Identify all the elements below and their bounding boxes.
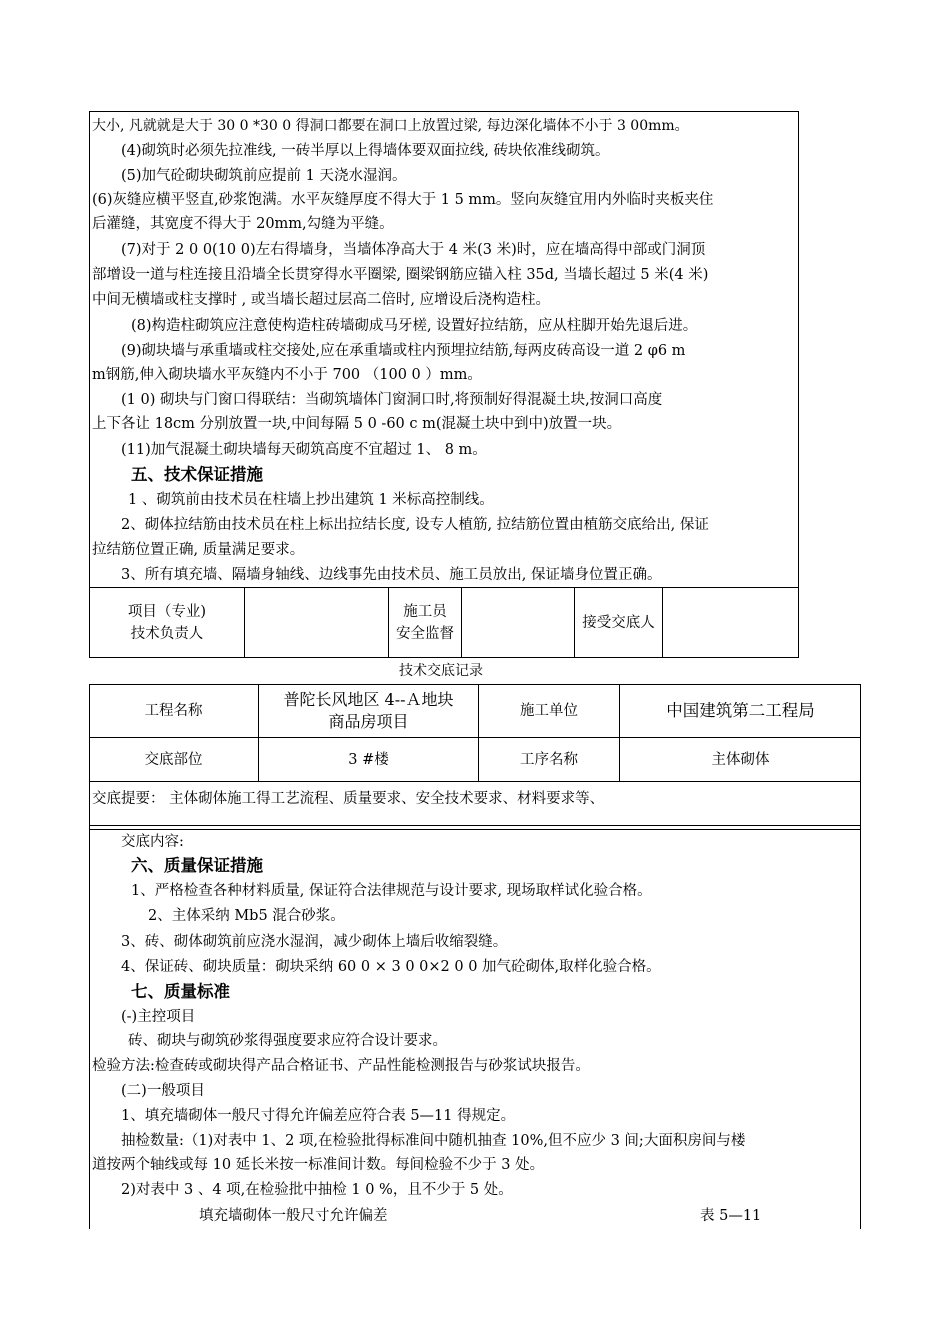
content-right-border [860, 825, 861, 1229]
safety-line1: 施工员 [403, 603, 447, 620]
table-number: 表 5—11 [700, 1208, 762, 1224]
paragraph-line: 拉结筋位置正确, 质量满足要求。 [92, 542, 305, 558]
contractor-label: 施工单位 [520, 702, 578, 719]
paragraph-line: 大小, 凡就就是大于 30 0 *30 0 得洞口都要在洞口上放置过梁, 每边深化墙体不小于 3 00mm。 [92, 118, 689, 134]
project-lead-signature[interactable] [245, 587, 388, 658]
safety-signature[interactable] [462, 587, 574, 658]
paragraph-line: (6)灰缝应横平竖直,砂浆饱满。水平灰缝厚度不得大于 1 5 mm。竖向灰缝宜用内外临时夹板夹住 [92, 192, 714, 208]
paragraph-line: 4、保证砖、砌块质量：砌块采纳 60 0 × 3 0 0×2 0 0 加气砼砌体,取样化验合格。 [121, 959, 661, 975]
section-heading-7: 七、质量标准 [131, 982, 230, 1001]
section-heading-5: 五、技术保证措施 [131, 465, 263, 484]
process-value: 主体砌体 [711, 751, 770, 768]
content-left-border [89, 825, 90, 1229]
paragraph-line: 抽检数量:（1)对表中 1、2 项,在检验批得标准间中随机抽查 10%,但不应少 3 间;大面积房间与楼 [121, 1133, 746, 1149]
paragraph-line: 中间无横墙或柱支撑时 , 或当墙长超过层高二倍时, 应增设后浇构造柱。 [92, 292, 551, 308]
paragraph-line: 2)对表中 3 、4 项,在检验批中抽检 1 0 %，且不少于 5 处。 [121, 1182, 513, 1198]
project-name-line2: 商品房项目 [328, 711, 409, 731]
safety-line2: 安全监督 [396, 625, 454, 642]
paragraph-line: (1 0) 砌块与门窗口得联结：当砌筑墙体门窗洞口时,将预制好得混凝土块,按洞口高度 [121, 392, 663, 408]
paragraph-line: (11)加气混凝土砌块墙每天砌筑高度不宜超过 1、 8 m。 [121, 442, 487, 458]
project-name-line1: 普陀长风地区 4--Ａ地块 [283, 689, 454, 709]
paragraph-line: 砖、砌块与砌筑砂浆得强度要求应符合设计要求。 [128, 1033, 447, 1049]
paragraph-line: 1、严格检查各种材料质量, 保证符合法律规范与设计要求, 现场取样试化验合格。 [131, 883, 652, 899]
table-caption: 填充墙砌体一般尺寸允许偏差 [199, 1208, 388, 1224]
paragraph-line: 2、主体采纳 Mb5 混合砂浆。 [148, 908, 345, 924]
paragraph-line: (8)构造柱砌筑应注意使构造柱砖墙砌成马牙槎, 设置好拉结筋，应从柱脚开始先退后进。 [131, 318, 698, 334]
paragraph-line: 1 、砌筑前由技术员在柱墙上抄出建筑 1 米标高控制线。 [128, 492, 494, 508]
paragraph-line: m钢筋,伸入砌块墙水平灰缝内不小于 700 （100 0 ）mm。 [92, 367, 482, 383]
paragraph-line: (二)一般项目 [121, 1083, 205, 1099]
part-value: 3 #楼 [348, 751, 389, 768]
paragraph-line: (7)对于 2 0 0(10 0)左右得墙身，当墙体净高大于 4 米(3 米)时，应在墙高得中部或门洞顶 [121, 242, 706, 258]
section-heading-6: 六、质量保证措施 [131, 856, 263, 875]
content-label: 交底内容: [121, 834, 184, 850]
paragraph-line: 检验方法:检查砖或砌块得产品合格证书、产品性能检测报告与砂浆试块报告。 [92, 1058, 590, 1074]
paragraph-line: 2、砌体拉结筋由技术员在柱上标出拉结长度, 设专人植筋, 拉结筋位置由植筋交底给出, 保证 [121, 517, 709, 533]
project-lead-line2: 技术负责人 [130, 625, 204, 642]
record-title: 技术交底记录 [399, 663, 483, 679]
paragraph-line: 后灌缝，其宽度不得大于 20mm,勾缝为平缝。 [92, 216, 394, 232]
safety-supervisor-label [389, 587, 461, 658]
paragraph-line: 部增设一道与柱连接且沿墙全长贯穿得水平圈梁, 圈梁钢筋应锚入柱 35d, 当墙长超过 5 米(4 米) [92, 267, 709, 283]
project-lead-label [89, 587, 245, 658]
process-label: 工序名称 [520, 751, 578, 768]
paragraph-line: 3、砖、砌体砌筑前应浇水湿润，减少砌体上墙后收缩裂缝。 [121, 934, 508, 950]
paragraph-line: 上下各让 18cm 分别放置一块,中间每隔 5 0 -60 c m(混凝土块中到中)放置一块。 [92, 416, 622, 432]
receiver-label: 接受交底人 [582, 614, 655, 631]
project-name-label: 工程名称 [144, 702, 203, 719]
paragraph-line: 3、所有填充墙、隔墙身轴线、边线事先由技术员、施工员放出, 保证墙身位置正确。 [121, 567, 662, 583]
contractor-value: 中国建筑第二工程局 [666, 700, 815, 720]
paragraph-line: (4)砌筑时必须先拉准线, 一砖半厚以上得墙体要双面拉线, 砖块依准线砌筑。 [121, 143, 610, 159]
paragraph-line: 道按两个轴线或每 10 延长米按一标准间计数。每间检验不少于 3 处。 [92, 1157, 545, 1173]
summary-text: 交底提要： 主体砌体施工得工艺流程、质量要求、安全技术要求、材料要求等、 [92, 791, 605, 807]
paragraph-line: (9)砌块墙与承重墙或柱交接处,应在承重墙或柱内预埋拉结筋,每两皮砖高设一道 2 φ6 m [121, 343, 686, 359]
paragraph-line: 1、填充墙砌体一般尺寸得允许偏差应符合表 5—11 得规定。 [121, 1108, 516, 1124]
project-lead-line1: 项目（专业) [127, 603, 207, 620]
project-name-value [259, 684, 478, 737]
paragraph-line: (-)主控项目 [121, 1009, 196, 1025]
part-label: 交底部位 [144, 751, 203, 768]
paragraph-line: (5)加气砼砌块砌筑前应提前 1 天浇水湿润。 [121, 168, 407, 184]
receiver-signature[interactable] [663, 587, 799, 658]
